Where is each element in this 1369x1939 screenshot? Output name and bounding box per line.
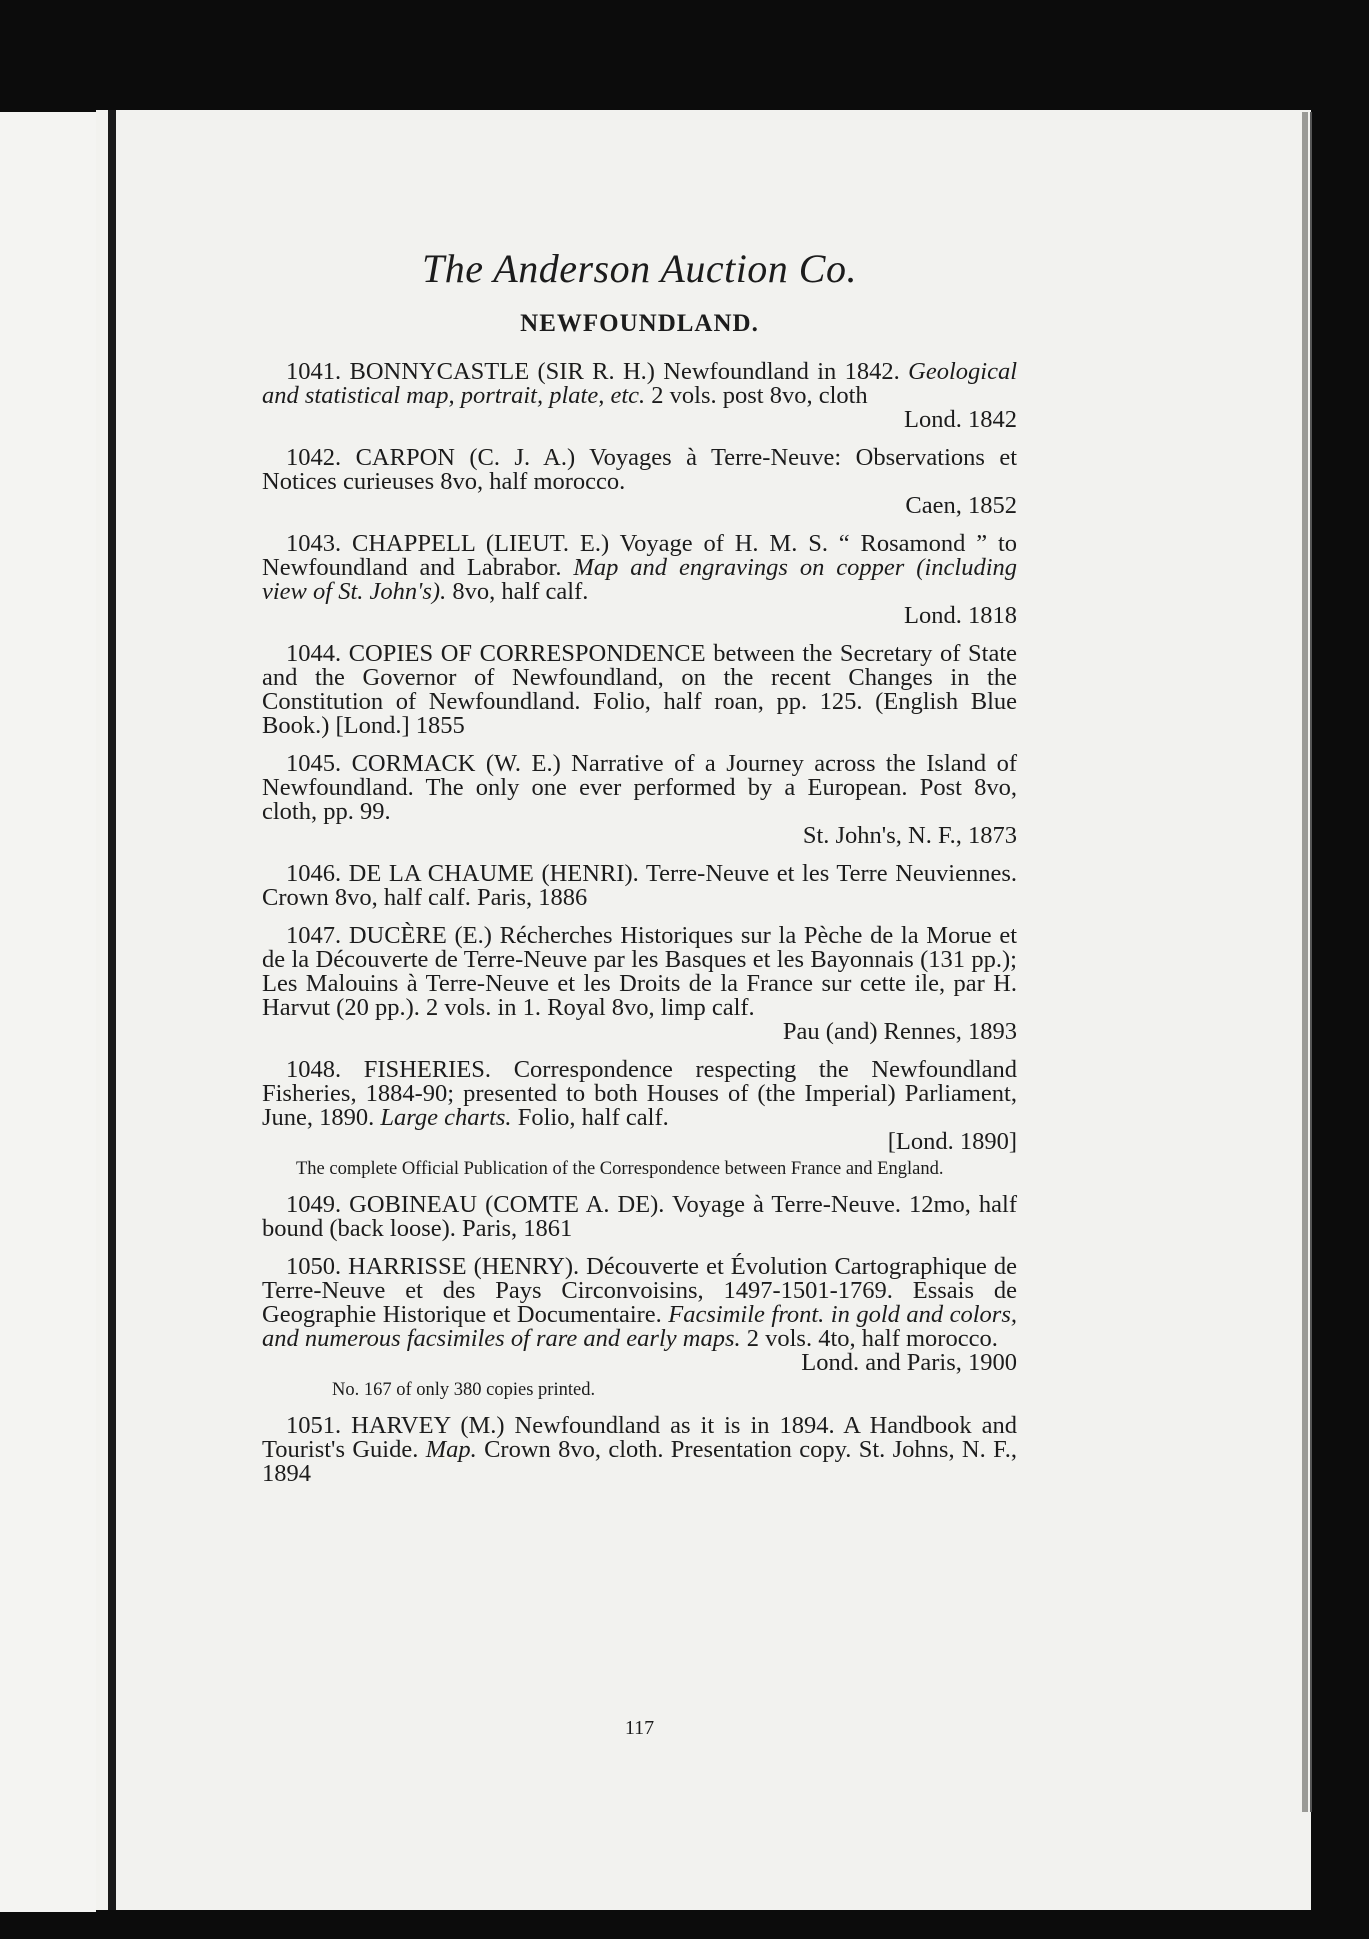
lot-number: 1047. bbox=[286, 922, 342, 949]
entry-text: FISHERIES. Correspondence respecting the Newfoundland Fisheries, 1884-90; presented to both Houses of (the Imperial) Parliament, June, 1890. bbox=[262, 1056, 1018, 1131]
lot-number: 1051. bbox=[286, 1412, 342, 1439]
entry-text: DE LA CHAUME (HENRI). Terre-Neuve et les Terre Neuviennes. Crown 8vo, half calf. Paris, 1886 bbox=[262, 860, 1017, 911]
catalogue-entry bbox=[262, 1255, 1017, 1400]
lot-number: 1042. bbox=[286, 444, 342, 471]
page-edge bbox=[1302, 112, 1308, 1812]
entry-text: BONNYCASTLE (SIR R. H.) Newfoundland in 1842. bbox=[349, 358, 909, 385]
entry-italic: Large charts. bbox=[380, 1104, 512, 1131]
lot-number: 1044. bbox=[286, 640, 342, 667]
imprint: Lond. and Paris, 1900 bbox=[801, 1349, 1017, 1376]
entry-note: No. 167 of only 380 copies printed. bbox=[332, 1380, 596, 1400]
lot-number: 1048. bbox=[286, 1056, 342, 1083]
page-number: 117 bbox=[624, 1717, 655, 1739]
entry-text: Crown 8vo, cloth. Presentation copy. St. Johns, N. F., 1894 bbox=[262, 1436, 1018, 1487]
lot-number: 1041. bbox=[286, 358, 342, 385]
catalogue-entry bbox=[262, 862, 1017, 910]
imprint: Lond. 1818 bbox=[904, 602, 1017, 629]
entry-note: The complete Official Publication of the Correspondence between France and England. bbox=[296, 1159, 944, 1179]
entry-text: 8vo, half calf. bbox=[446, 578, 589, 605]
entry-italic: Map. bbox=[425, 1436, 477, 1463]
lot-number: 1049. bbox=[286, 1191, 342, 1218]
entry-text: HARRISSE (HENRY). Découverte et Évolution Cartographique de Terre-Neuve et des Pays Circonvoisins, 1497-1501-1769. Essais de Geographie Historique et Documentaire. bbox=[262, 1253, 1017, 1328]
section-title: NEWFOUNDLAND. bbox=[520, 310, 759, 337]
entry-text: Folio, half calf. bbox=[511, 1104, 669, 1131]
entry-text: COPIES OF CORRESPONDENCE between the Secretary of State and the Governor of Newfoundland, on the recent Changes in the Constitution of Newfoundland. Folio, half roan, pp. 125. (English Blue Book.) [Lond.] 1855 bbox=[262, 640, 1018, 739]
entry-text: CARPON (C. J. A.) Voyages à Terre-Neuve: Observations et Notices curieuses 8vo, half morocco. bbox=[262, 444, 1018, 495]
page-edge-shadow bbox=[1310, 112, 1312, 1812]
lot-number: 1046. bbox=[286, 860, 342, 887]
imprint: Pau (and) Rennes, 1893 bbox=[782, 1018, 1017, 1045]
entry-text: CORMACK (W. E.) Narrative of a Journey across the Island of Newfoundland. The only one ever performed by a European. Post 8vo, cloth, pp. 99. bbox=[262, 750, 1017, 825]
entry-italic: Geological and statistical map, portrait, plate, etc. bbox=[262, 358, 1018, 409]
catalogue-entry bbox=[262, 924, 1017, 1044]
page-gutter-line bbox=[108, 110, 116, 1910]
entry-italic: Map and engravings on copper (including view of St. John's). bbox=[262, 554, 1017, 605]
entry-text: GOBINEAU (COMTE A. DE). Voyage à Terre-Neuve. 12mo, half bound (back loose). Paris, 1861 bbox=[262, 1191, 1018, 1242]
entry-italic: Facsimile front. in gold and colors, and numerous facsimiles of rare and early maps. bbox=[262, 1301, 1018, 1352]
entry-text: HARVEY (M.) Newfoundland as it is in 1894. A Handbook and Tourist's Guide. bbox=[262, 1412, 1018, 1463]
lot-number: 1045. bbox=[286, 750, 342, 777]
catalogue-entry bbox=[262, 752, 1017, 848]
lot-number: 1050. bbox=[286, 1253, 342, 1280]
running-head: The Anderson Auction Co. bbox=[422, 246, 857, 291]
entry-text: 2 vols. post 8vo, cloth bbox=[645, 382, 868, 409]
page-content bbox=[262, 245, 1018, 1739]
imprint: Lond. 1842 bbox=[904, 406, 1017, 433]
catalogue-entry bbox=[262, 1193, 1017, 1241]
imprint: [Lond. 1890] bbox=[887, 1128, 1017, 1155]
entry-text: 2 vols. 4to, half morocco. bbox=[740, 1325, 998, 1352]
entry-text: CHAPPELL (LIEUT. E.) Voyage of H. M. S. “ Rosamond ” to Newfoundland and Labrabor. bbox=[262, 530, 1018, 581]
catalogue-entry bbox=[262, 642, 1017, 738]
imprint: St. John's, N. F., 1873 bbox=[802, 822, 1017, 849]
catalogue-entry bbox=[262, 446, 1017, 518]
facing-page-strip bbox=[0, 112, 96, 1912]
catalogue-entry bbox=[262, 532, 1017, 628]
catalogue-entry bbox=[262, 1414, 1017, 1486]
imprint: Caen, 1852 bbox=[905, 492, 1017, 519]
entry-text: DUCÈRE (E.) Récherches Historiques sur la Pèche de la Morue et de la Découverte de Terre-Neuve par les Basques et les Bayonnais (131 pp.); Les Malouins à Terre-Neuve et les Droits de la France sur cette ile, par H. Harvut (20 pp.). 2 vols. in 1. Royal 8vo, limp calf. bbox=[262, 922, 1017, 1021]
catalogue-entry bbox=[262, 360, 1017, 432]
lot-number: 1043. bbox=[286, 530, 342, 557]
catalogue-entry bbox=[262, 1058, 1017, 1179]
